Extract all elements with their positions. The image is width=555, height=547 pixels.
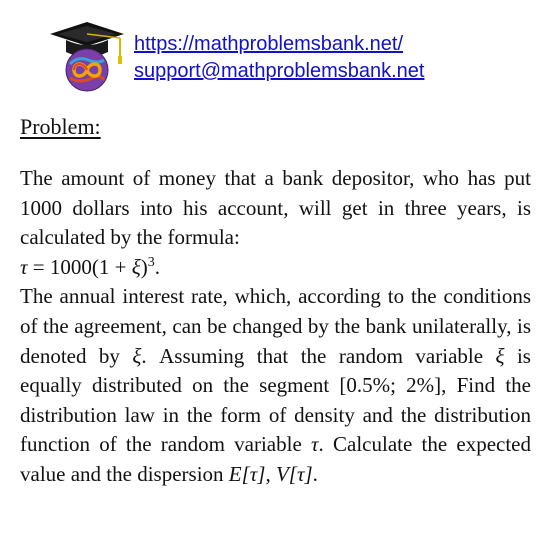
para2-end: . bbox=[312, 461, 318, 486]
formula-exponent: 3 bbox=[147, 254, 155, 270]
header bbox=[48, 18, 528, 98]
problem-body bbox=[20, 164, 531, 490]
formula-end: . bbox=[154, 254, 160, 279]
problem-heading: Problem: bbox=[20, 114, 101, 139]
header-links bbox=[134, 31, 424, 85]
support-email-link[interactable]: support@mathproblemsbank.net bbox=[134, 60, 425, 82]
problem-paragraph-2 bbox=[20, 282, 531, 489]
formula-rhs: 1000(1 + bbox=[49, 254, 132, 279]
problem-intro: The amount of money that a bank depositor, who has put 1000 dollars into his account, will get in three years, is calculated by the formula: bbox=[20, 166, 531, 250]
xi-symbol-2: ξ bbox=[495, 343, 505, 368]
para2-part-a: The annual interest rate, which, according to the conditions of the agreement, can be changed by the bank unilaterally, is denoted by bbox=[20, 284, 531, 368]
para2-part-c: is equally distributed on the segment [0.5%; 2%], Find the distribution law in the form of density and the distribution function of the random variable bbox=[20, 343, 531, 457]
graduation-cap-infinity-logo-icon bbox=[48, 18, 126, 96]
formula-tau: τ bbox=[20, 254, 28, 279]
formula-close: ) bbox=[140, 254, 148, 279]
para2-part-d: . Calculate the expected value and the dispersion bbox=[20, 432, 531, 486]
xi-symbol: ξ bbox=[132, 343, 142, 368]
site-url-link[interactable]: https://mathproblemsbank.net/ bbox=[134, 33, 404, 55]
tau-symbol: τ bbox=[311, 432, 319, 457]
formula bbox=[20, 253, 531, 283]
expected-value-variance: E[τ], V[τ] bbox=[228, 461, 313, 486]
formula-equals: = bbox=[27, 254, 50, 279]
para2-part-b: . Assuming that the random variable bbox=[141, 343, 496, 368]
formula-xi: ξ bbox=[131, 254, 141, 279]
